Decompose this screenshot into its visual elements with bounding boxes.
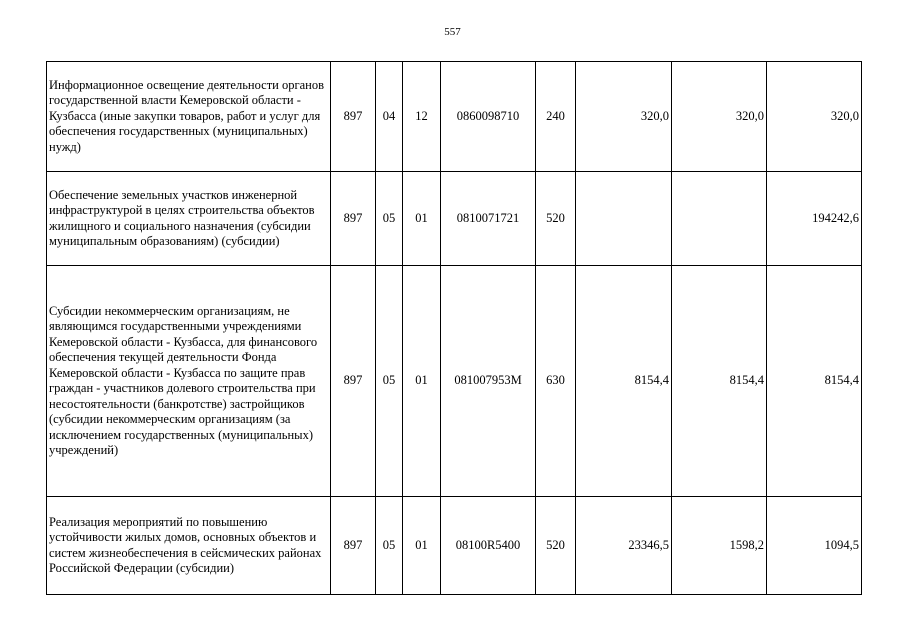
- ministry-code-cell: 897: [331, 62, 376, 172]
- subsection-code-cell: 01: [403, 497, 441, 595]
- target-article-cell: 0810071721: [441, 172, 536, 266]
- ministry-code-cell: 897: [331, 172, 376, 266]
- target-article-cell: 0860098710: [441, 62, 536, 172]
- row-name-cell: Реализация мероприятий по повышению устойчивости жилых домов, основных объектов и систем жизнеобеспечения в сейсмических районах Российской Федерации (субсидии): [47, 497, 331, 595]
- subsection-code-cell: 01: [403, 266, 441, 497]
- target-article-cell: 08100R5400: [441, 497, 536, 595]
- table-row: [47, 62, 862, 172]
- target-article-cell: 081007953М: [441, 266, 536, 497]
- table-row: [47, 266, 862, 497]
- sum-year3-cell: 320,0: [767, 62, 862, 172]
- section-code-cell: 05: [376, 266, 403, 497]
- sum-year1-cell: [576, 172, 672, 266]
- subsection-code-cell: 01: [403, 172, 441, 266]
- sum-year1-cell: 23346,5: [576, 497, 672, 595]
- row-name-cell: Обеспечение земельных участков инженерной инфраструктурой в целях строительства объектов жилищного и социального назначения (субсидии муниципальным образованиям) (субсидии): [47, 172, 331, 266]
- section-code-cell: 05: [376, 172, 403, 266]
- ministry-code-cell: 897: [331, 266, 376, 497]
- row-name-cell: Субсидии некоммерческим организациям, не являющимся государственными учреждениями Кемеровской области - Кузбасса, для финансового обеспечения текущей деятельности Фонда Кемеровской области - Кузбасса по защите прав граждан - участников долевого строительства при несостоятельности (банкротстве) застройщиков (субсидии некоммерческим организациям (за исключением государственных (муниципальных) учреждений): [47, 266, 331, 497]
- section-code-cell: 04: [376, 62, 403, 172]
- sum-year1-cell: 8154,4: [576, 266, 672, 497]
- sum-year3-cell: 1094,5: [767, 497, 862, 595]
- sum-year2-cell: 1598,2: [672, 497, 767, 595]
- sum-year1-cell: 320,0: [576, 62, 672, 172]
- expense-type-cell: 520: [536, 172, 576, 266]
- expense-type-cell: 240: [536, 62, 576, 172]
- table-row: [47, 497, 862, 595]
- expense-type-cell: 630: [536, 266, 576, 497]
- ministry-code-cell: 897: [331, 497, 376, 595]
- budget-table: [46, 61, 862, 595]
- section-code-cell: 05: [376, 497, 403, 595]
- table-row: [47, 172, 862, 266]
- sum-year2-cell: 320,0: [672, 62, 767, 172]
- page-number: 557: [444, 26, 461, 38]
- sum-year3-cell: 8154,4: [767, 266, 862, 497]
- sum-year2-cell: [672, 172, 767, 266]
- sum-year3-cell: 194242,6: [767, 172, 862, 266]
- row-name-cell: Информационное освещение деятельности органов государственной власти Кемеровской области - Кузбасса (иные закупки товаров, работ и услуг для обеспечения государственных (муниципальных) нужд): [47, 62, 331, 172]
- sum-year2-cell: 8154,4: [672, 266, 767, 497]
- expense-type-cell: 520: [536, 497, 576, 595]
- subsection-code-cell: 12: [403, 62, 441, 172]
